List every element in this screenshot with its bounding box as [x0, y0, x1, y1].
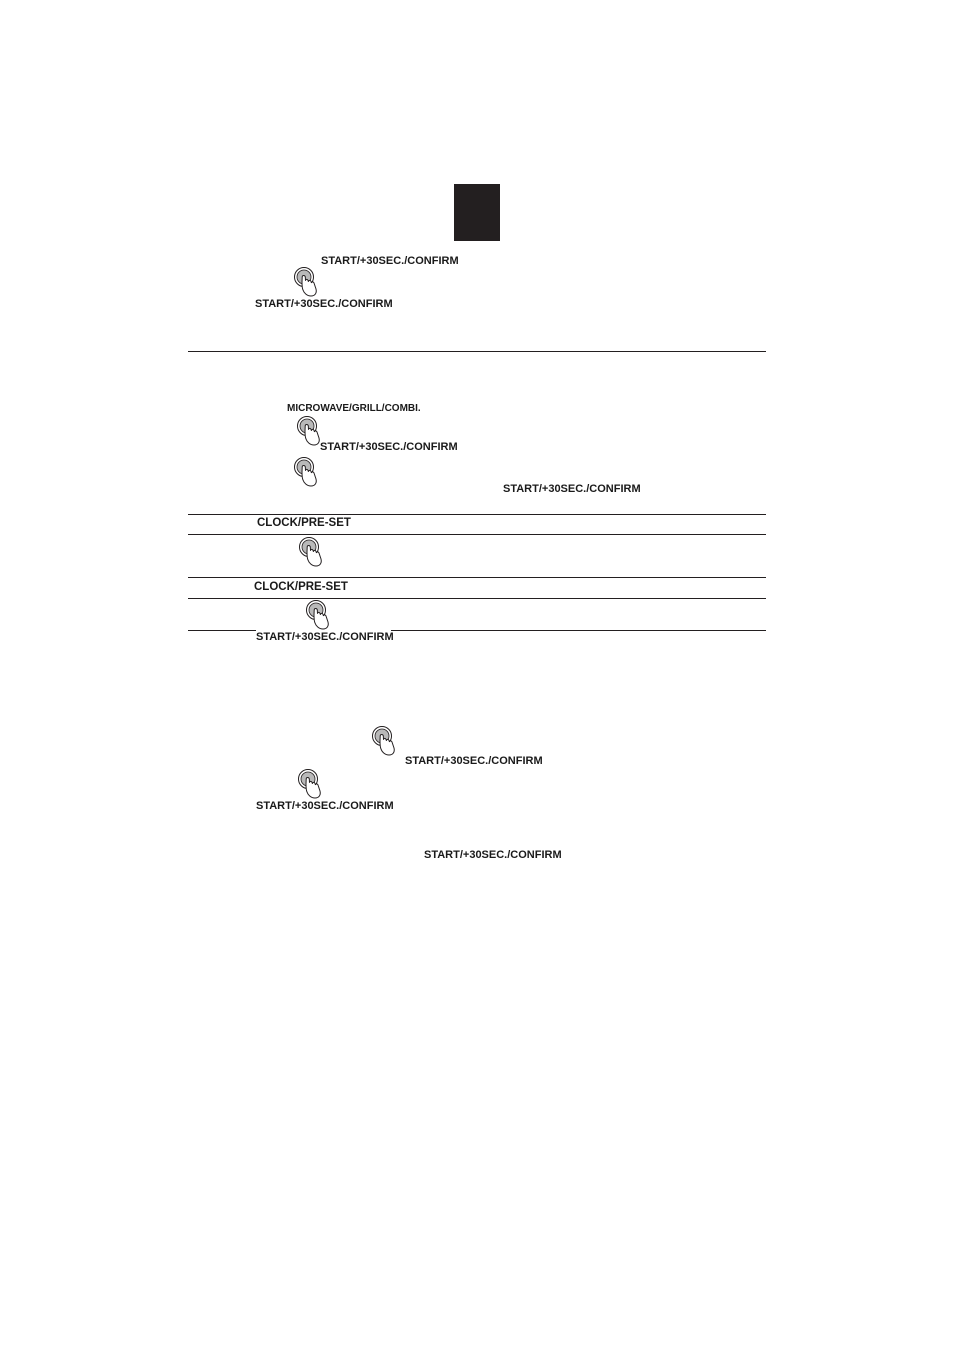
start-confirm-label: START/+30SEC./CONFIRM	[503, 483, 641, 495]
dial-knob-icon[interactable]	[298, 536, 324, 568]
start-confirm-label: START/+30SEC./CONFIRM	[256, 800, 394, 812]
start-confirm-label: START/+30SEC./CONFIRM	[424, 849, 562, 861]
divider	[188, 351, 766, 352]
clock-preset-label: CLOCK/PRE-SET	[254, 581, 348, 593]
start-confirm-label: START/+30SEC./CONFIRM	[321, 255, 459, 267]
dial-knob-icon[interactable]	[371, 725, 397, 757]
section-tab	[454, 184, 500, 241]
clock-preset-label: CLOCK/PRE-SET	[257, 517, 351, 529]
dial-knob-icon[interactable]	[293, 266, 319, 298]
start-confirm-label: START/+30SEC./CONFIRM	[256, 631, 394, 643]
divider	[391, 630, 766, 631]
dial-knob-icon[interactable]	[296, 415, 322, 447]
dial-knob-icon[interactable]	[293, 456, 319, 488]
divider	[188, 514, 766, 515]
dial-knob-icon[interactable]	[297, 768, 323, 800]
start-confirm-label: START/+30SEC./CONFIRM	[405, 755, 543, 767]
divider	[188, 534, 766, 535]
divider	[188, 598, 766, 599]
mode-label: MICROWAVE/GRILL/COMBI.	[287, 403, 421, 414]
divider	[188, 630, 256, 631]
start-confirm-label: START/+30SEC./CONFIRM	[320, 441, 458, 453]
divider	[188, 577, 766, 578]
start-confirm-label: START/+30SEC./CONFIRM	[255, 298, 393, 310]
dial-knob-icon[interactable]	[305, 599, 331, 631]
